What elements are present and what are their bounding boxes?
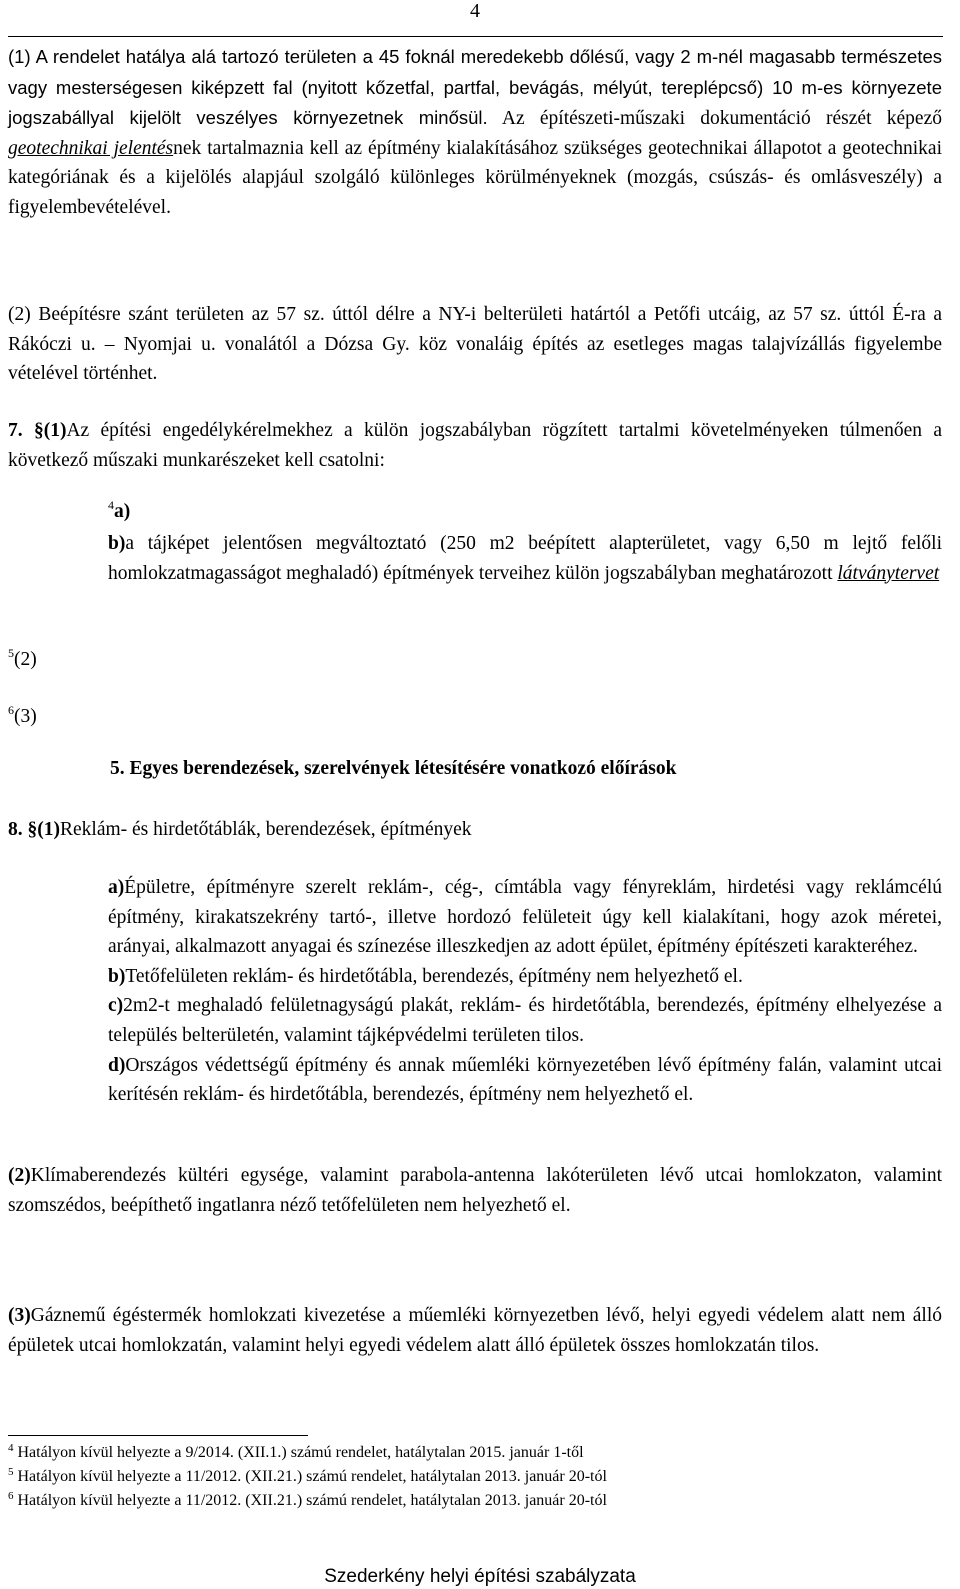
footnote-5 bbox=[8, 1465, 607, 1489]
footnote-number: 4 bbox=[8, 1442, 14, 1454]
section-7-sub-2 bbox=[8, 645, 37, 675]
section-8-item-a bbox=[108, 873, 942, 962]
sub-3-label: (3) bbox=[14, 706, 37, 727]
section-7-paragraph-1 bbox=[8, 416, 942, 475]
section-7-item-a bbox=[108, 497, 942, 527]
item-text: Tetőfelületen reklám- és hirdetőtábla, berendezés, építmény nem helyezhető el. bbox=[125, 965, 743, 987]
section-8-item-c bbox=[108, 991, 942, 1050]
paragraph-text: Gáznemű égéstermék homlokzati kivezetése a műemléki környezetben lévő, helyi egyedi védelem alatt nem álló épületek utcai homlokzatán, valamint helyi egyedi védelem alatt álló épületek összes homlokzatán tilos. bbox=[8, 1305, 942, 1356]
footnote-rule bbox=[8, 1435, 308, 1436]
sub-2-label: (2) bbox=[14, 649, 37, 670]
item-text: 2m2-t meghaladó felületnagyságú plakát, reklám- és hirdetőtábla, berendezés, építmény elhelyezése a település belterületén, valamint tájképvédelmi területen tilos. bbox=[108, 995, 942, 1046]
item-label: b) bbox=[108, 965, 126, 987]
section-7-text: Az építési engedélykérelmekhez a külön jogszabályban rögzített tartalmi követelményeken túlmenően a következő műszaki munkarészeket kell csatolni: bbox=[8, 420, 943, 471]
footnote-number: 5 bbox=[8, 1466, 14, 1478]
section-8-items bbox=[108, 873, 942, 1110]
section-8-paragraph-3 bbox=[8, 1301, 942, 1360]
item-label: c) bbox=[108, 995, 124, 1017]
section-8-marker: (1) bbox=[37, 819, 60, 840]
paragraph-text: Klímaberendezés kültéri egysége, valamint parabola-antenna lakóterületen lévő utcai homlokzaton, valamint szomszédos, beépíthető ingatlanra néző tetőfelületen nem helyezhető el. bbox=[8, 1165, 942, 1216]
section-7-item-b bbox=[108, 529, 942, 588]
section-7-number: 7. § bbox=[8, 420, 44, 441]
paragraph-marker: (2) bbox=[8, 1165, 31, 1186]
paragraph-marker: (3) bbox=[8, 1305, 31, 1326]
footnote-ref-5[interactable]: 5 bbox=[8, 646, 14, 660]
footnote-ref-6[interactable]: 6 bbox=[8, 703, 14, 717]
section-8-item-b bbox=[108, 962, 942, 992]
section-8-number: 8. § bbox=[8, 819, 38, 840]
footnote-text: Hatályon kívül helyezte a 9/2014. (XII.1.) számú rendelet, hatálytalan 2015. január 1-től bbox=[17, 1444, 584, 1461]
item-b-label: b) bbox=[108, 533, 126, 554]
paragraph-1-part-c: nek tartalmaznia kell az építmény kialakításához szükséges geotechnikai állapotot a geotechnikai kategóriának és a kijelölés alapjául szolgáló különleges körülményeknek (mozgás, csúszás- és omlásveszély) a figyelembevételével. bbox=[8, 137, 942, 218]
footnote-4 bbox=[8, 1441, 584, 1465]
paragraph-2: (2) Beépítésre szánt területen az 57 sz. úttól délre a NY-i belterületi határtól a Petőfi utcáig, az 57 sz. úttól É-ra a Rákóczi u. – Nyomjai u. vonalától a Dózsa Gy. köz vonaláig építés az esetleges magas talajvízállás figyelembe vételével történhet. bbox=[8, 304, 942, 385]
paragraph-1 bbox=[8, 42, 942, 223]
paragraph-1-part-a: (1) A rendelet hatálya alá tartozó területen a 45 foknál meredekebb dőlésű, vagy 2 m-nél magasabb természetes vagy mesterségesen kiképzett fal (nyitott kőzetfal, partfal, bevágás, mélyút, tereplépcső) 10 m-es környezete jogszabállyal kijelölt veszélyes környezetnek minősül. bbox=[8, 46, 942, 129]
item-label: a) bbox=[108, 877, 125, 898]
item-text: Országos védettségű építmény és annak műemléki környezetében lévő építmény falán, valamint utcai kerítésén reklám- és hirdetőtábla, berendezés, építmény nem helyezhető el. bbox=[108, 1054, 942, 1106]
paragraph-1-part-b: Az építészeti-műszaki dokumentáció részét képező bbox=[487, 108, 942, 130]
visual-plan-link[interactable]: látványtervet bbox=[837, 562, 940, 584]
footnote-ref-4[interactable]: 4 bbox=[108, 498, 114, 512]
section-7-sub-3 bbox=[8, 702, 37, 732]
item-b-text: a tájképet jelentősen megváltoztató (250 m2 beépített alapterületet, vagy 6,50 m lejtő felőli homlokzatmagasságot meghaladó) építmények terveihez külön jogszabályban meghatározott bbox=[108, 533, 942, 584]
item-a-label: a) bbox=[114, 501, 131, 522]
section-7-marker: (1) bbox=[43, 420, 67, 441]
footnote-text: Hatályon kívül helyezte a 11/2012. (XII.21.) számú rendelet, hatálytalan 2013. január 20-tól bbox=[17, 1468, 607, 1485]
page-number: 4 bbox=[470, 0, 480, 22]
item-text: Épületre, építményre szerelt reklám-, cég-, címtábla vagy fényreklám, hirdetési vagy reklámcélú építmény, kirakatszekrény tartó-, illetve hordozó felületeit úgy kell kialakítani, hogy azok méretei, arányai, alkalmazott anyagai és színezése illeszkedjen az adott épület, építmény építészeti karakteréhez. bbox=[108, 877, 942, 958]
footnote-6 bbox=[8, 1489, 607, 1513]
footnote-number: 6 bbox=[8, 1490, 14, 1502]
item-label: d) bbox=[108, 1054, 126, 1076]
section-8-paragraph-2 bbox=[8, 1161, 942, 1220]
page-footer: Szederkény helyi építési szabályzata bbox=[324, 1566, 636, 1587]
header-rule bbox=[8, 36, 943, 37]
chapter-heading-5: 5. Egyes berendezések, szerelvények létesítésére vonatkozó előírások bbox=[110, 758, 677, 779]
section-8-item-d bbox=[108, 1051, 942, 1110]
footnote-text: Hatályon kívül helyezte a 11/2012. (XII.21.) számú rendelet, hatálytalan 2013. január 20-tól bbox=[17, 1492, 607, 1509]
section-8-intro: Reklám- és hirdetőtáblák, berendezések, építmények bbox=[60, 819, 472, 840]
section-8-paragraph-1 bbox=[8, 815, 942, 845]
geotechnical-report-link[interactable]: geotechnikai jelentés bbox=[8, 137, 174, 159]
